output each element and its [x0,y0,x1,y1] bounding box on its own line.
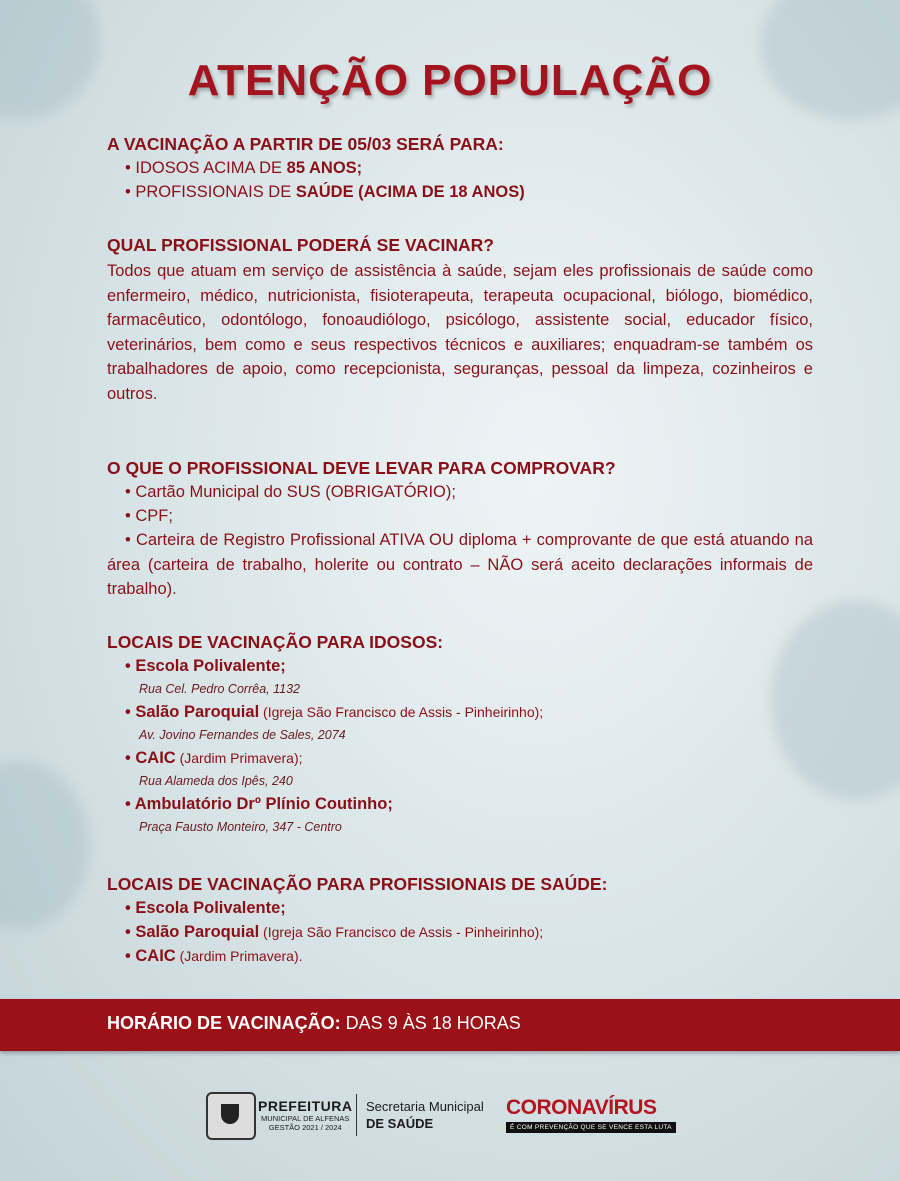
location-item [107,896,813,920]
section-professional-locations [107,872,813,968]
secretaria-line1: Secretaria Municipal [366,1099,484,1114]
hours-banner [0,999,900,1051]
hours-label: HORÁRIO DE VACINAÇÃO: [107,1013,341,1033]
section-elderly-locations [107,630,813,838]
location-item [107,792,813,816]
section-required-documents [107,456,813,602]
secretaria-line2: DE SAÚDE [366,1116,434,1131]
list-item [107,180,813,204]
prefeitura-subtitle: MUNICIPAL DE ALFENAS [261,1114,350,1123]
list-item [107,156,813,180]
section-heading: A VACINAÇÃO A PARTIR DE 05/03 SERÁ PARA: [107,134,504,154]
location-item [107,700,813,724]
prefeitura-term: GESTÃO 2021 / 2024 [268,1123,342,1132]
location-name: • CAIC [125,749,176,767]
list-item-highlight: SAÚDE (ACIMA DE 18 ANOS) [295,183,525,201]
location-note: (Jardim Primavera). [175,948,303,964]
location-address: Rua Cel. Pedro Corrêa, 1132 [139,682,300,696]
location-item [107,746,813,770]
prefeitura-logo [258,1098,352,1132]
location-name: • CAIC [125,947,176,965]
location-item [107,654,813,678]
location-item [107,944,813,968]
city-crest-icon [206,1092,256,1140]
list-item: • Cartão Municipal do SUS (OBRIGATÓRIO); [125,483,456,501]
list-item: • CPF; [125,507,173,525]
location-name: • Escola Polivalente; [125,657,286,675]
list-item: • Carteira de Registro Profissional ATIVA OU diploma + comprovante de que está atuando na área (carteira de trabalho, holerite ou contrato – NÃO será aceito declarações informais de trabalho). [107,531,813,598]
location-name: • Ambulatório Drº Plínio Coutinho; [125,795,393,813]
location-address: Rua Alameda dos Ipês, 240 [139,774,293,788]
campaign-title: CORONAVÍRUS [506,1096,657,1119]
location-item [107,920,813,944]
section-eligible-professionals [107,233,813,406]
secretaria-logo [366,1098,484,1132]
hours-value: DAS 9 ÀS 18 HORAS [340,1013,521,1033]
location-note: (Jardim Primavera); [175,750,303,766]
section-heading: LOCAIS DE VACINAÇÃO PARA IDOSOS: [107,632,444,652]
campaign-tagline: É COM PREVENÇÃO QUE SE VENCE ESTA LUTA [506,1122,676,1133]
location-name: • Escola Polivalente; [125,899,286,917]
location-address: Praça Fausto Monteiro, 347 - Centro [139,820,342,834]
location-address: Av. Jovino Fernandes de Sales, 2074 [139,728,346,742]
section-heading: O QUE O PROFISSIONAL DEVE LEVAR PARA COMPROVAR? [107,458,616,478]
location-note: (Igreja São Francisco de Assis - Pinheirinho); [259,704,544,720]
list-item-text: • IDOSOS ACIMA DE [125,159,287,177]
section-vaccination-target [107,132,813,204]
location-name: • Salão Paroquial [125,703,260,721]
location-note: (Igreja São Francisco de Assis - Pinheirinho); [259,924,544,940]
location-name: • Salão Paroquial [125,923,260,941]
footer-logos [0,1092,900,1142]
hours-text [107,1013,521,1034]
list-item-highlight: 85 ANOS; [286,159,363,177]
divider [356,1094,357,1136]
page-title: ATENÇÃO POPULAÇÃO [187,56,713,105]
section-heading: QUAL PROFISSIONAL PODERÁ SE VACINAR? [107,235,494,255]
section-heading: LOCAIS DE VACINAÇÃO PARA PROFISSIONAIS DE SAÚDE: [107,874,608,894]
coronavirus-campaign-logo [506,1096,676,1133]
list-item-text: • PROFISSIONAIS DE [125,183,296,201]
prefeitura-name: PREFEITURA [258,1098,353,1114]
section-body: Todos que atuam em serviço de assistência à saúde, sejam eles profissionais de saúde como enfermeiro, médico, nutricionista, fisioterapeuta, terapeuta ocupacional, biólogo, biomédico, farmacêutico, odontólogo, fonoaudiólogo, psicólogo, assistente social, educador físico, veterinários, bem como e seus respectivos técnicos e auxiliares; enquadram-se também os trabalhadores de apoio, como recepcionista, seguranças, pessoal da limpeza, cozinheiros e outros. [107,262,813,403]
